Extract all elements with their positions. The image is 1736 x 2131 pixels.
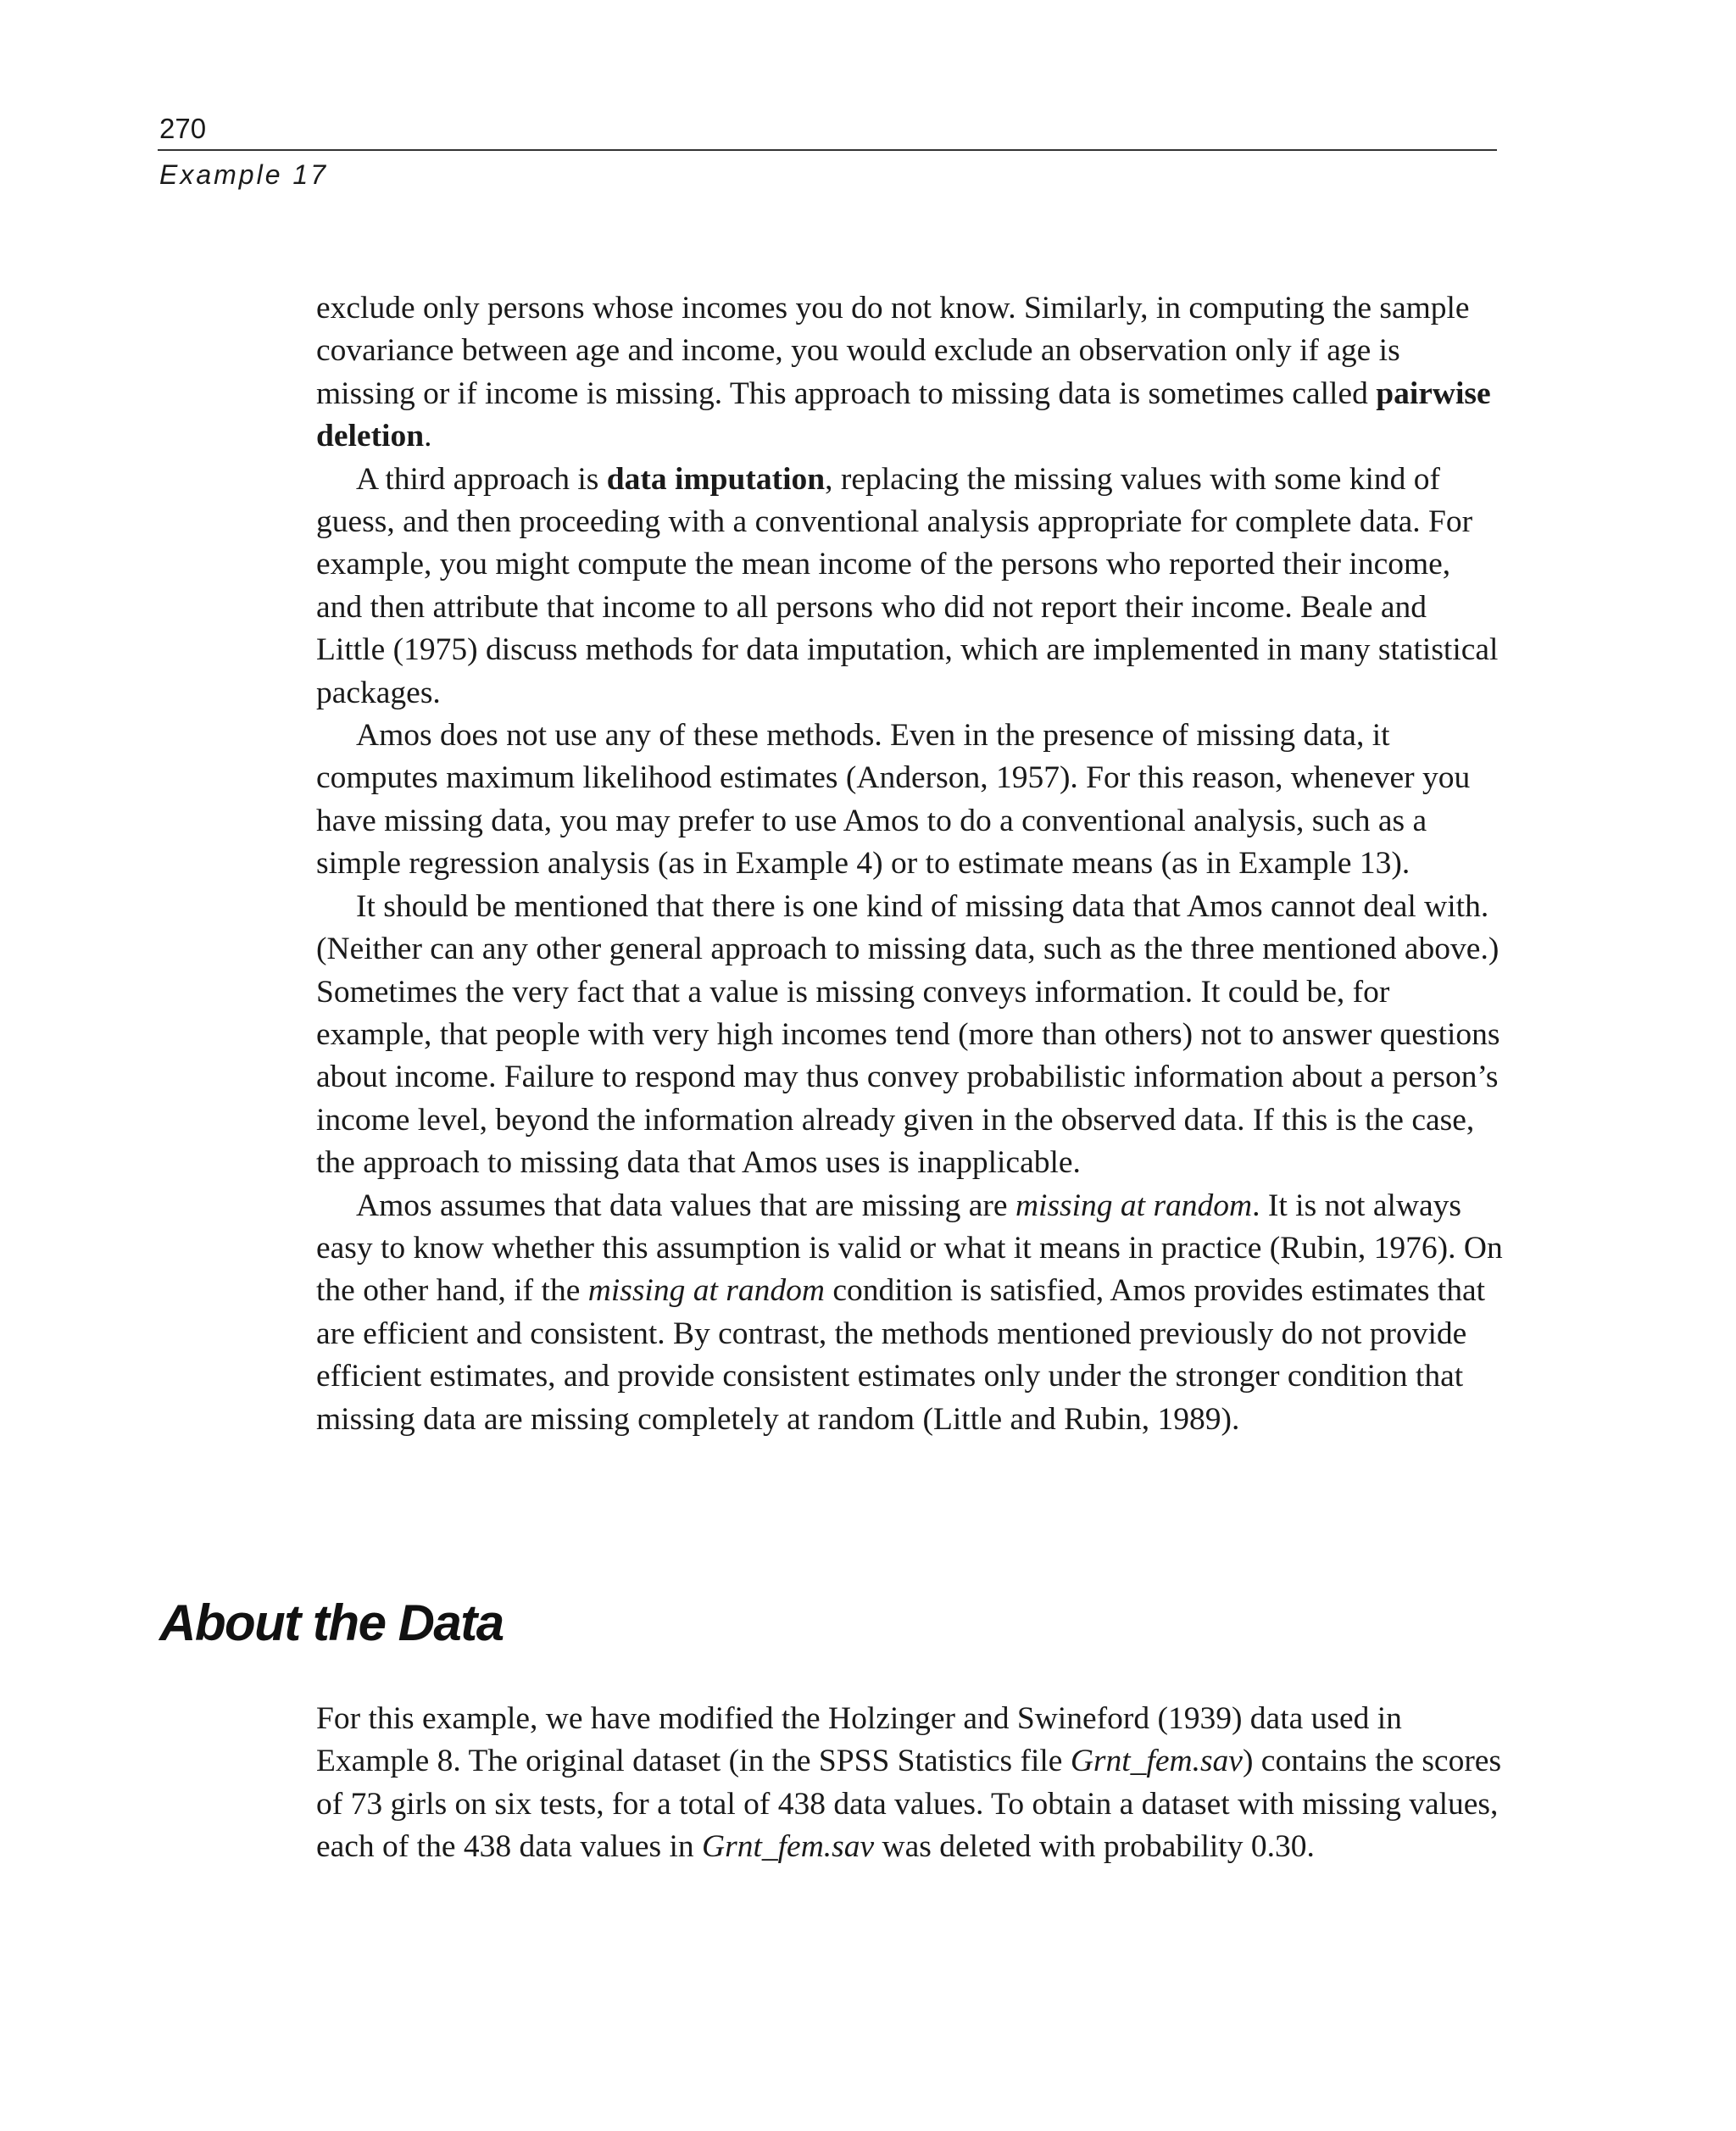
paragraph-text: For this example, we have modified the Holzinger and Swineford (1939) data used in Example 8. The original dataset (in the SPSS Statistics file [316,1701,1402,1779]
paragraph-pairwise-deletion [316,287,1503,459]
paragraph-amos-methods: Amos does not use any of these methods. Even in the presence of missing data, it computes maximum likelihood estimates (Anderson, 1957). For this reason, whenever you have missing data, you may prefer to use Amos to do a conventional analysis, such as a simple regression analysis (as in Example 4) or to estimate means (as in Example 13). [316,718,1471,882]
italic-filename: Grnt_fem.sav [1070,1744,1243,1779]
paragraph-about-data [316,1698,1503,1869]
header-rule [158,149,1497,151]
running-head: Example 17 [159,159,328,190]
bold-term: data imputation [606,461,826,497]
paragraph-text: was deleted with probability 0.30. [874,1829,1315,1865]
body-text-block-1 [316,287,1503,1441]
paragraph-text: exclude only persons whose incomes you do not know. Similarly, in computing the sample covariance between age and income, you would exclude an observation only if age is missing or if income is missing. This approach to missing data is sometimes called [316,291,1470,411]
paragraph-text: condition is satisfied, Amos provides estimates that are efficient and consistent. By contrast, the methods mentioned previously do not provide efficient estimates, and provide consistent estimates only under the stronger condition that missing data are missing completely at random (Little and Rubin, 1989). [316,1273,1486,1437]
italic-term: missing at random [587,1273,825,1309]
page-header [158,112,1497,192]
paragraph-text: Amos assumes that data values that are missing are [356,1188,1015,1223]
page-number: 270 [159,113,207,144]
bold-term: pairwise deletion [316,376,1491,454]
paragraph-text: . It is not always easy to know whether this assumption is valid or what it means in practice (Rubin, 1976). On the other hand, if the [316,1188,1503,1309]
paragraph-text: , replacing the missing values with some kind of guess, and then proceeding with a conventional analysis appropriate for complete data. For example, you might compute the mean income of the persons who reported their income, and then attribute that income to all persons who did not report their income. Beale and Little (1975) discuss methods for data imputation, which are implemented in many statistical packages. [316,461,1499,710]
paragraph-data-imputation [316,459,1503,715]
paragraph-text: . [424,419,432,454]
italic-filename: Grnt_fem.sav [702,1829,875,1865]
paragraph-text: A third approach is [356,461,607,497]
body-text-block-2 [316,1698,1503,1869]
paragraph-text: ) contains the scores of 73 girls on six tests, for a total of 438 data values. To obtain a dataset with missing values, each of the 438 data values in [316,1744,1502,1865]
italic-term: missing at random [1015,1188,1253,1223]
section-heading: About the Data [159,1594,504,1651]
paragraph-missing-at-random [316,1185,1503,1441]
paragraph-missing-data-caveat: It should be mentioned that there is one kind of missing data that Amos cannot deal with. (Neither can any other general approach to missing data, such as the three mentioned above.) Sometimes the very fact that a value is missing conveys information. It could be, for example, that people with very high incomes tend (more than others) not to answer questions about income. Failure to respond may thus convey probabilistic information about a person’s income level, beyond the information already given in the observed data. If this is the case, the approach to missing data that Amos uses is inapplicable. [316,888,1500,1181]
